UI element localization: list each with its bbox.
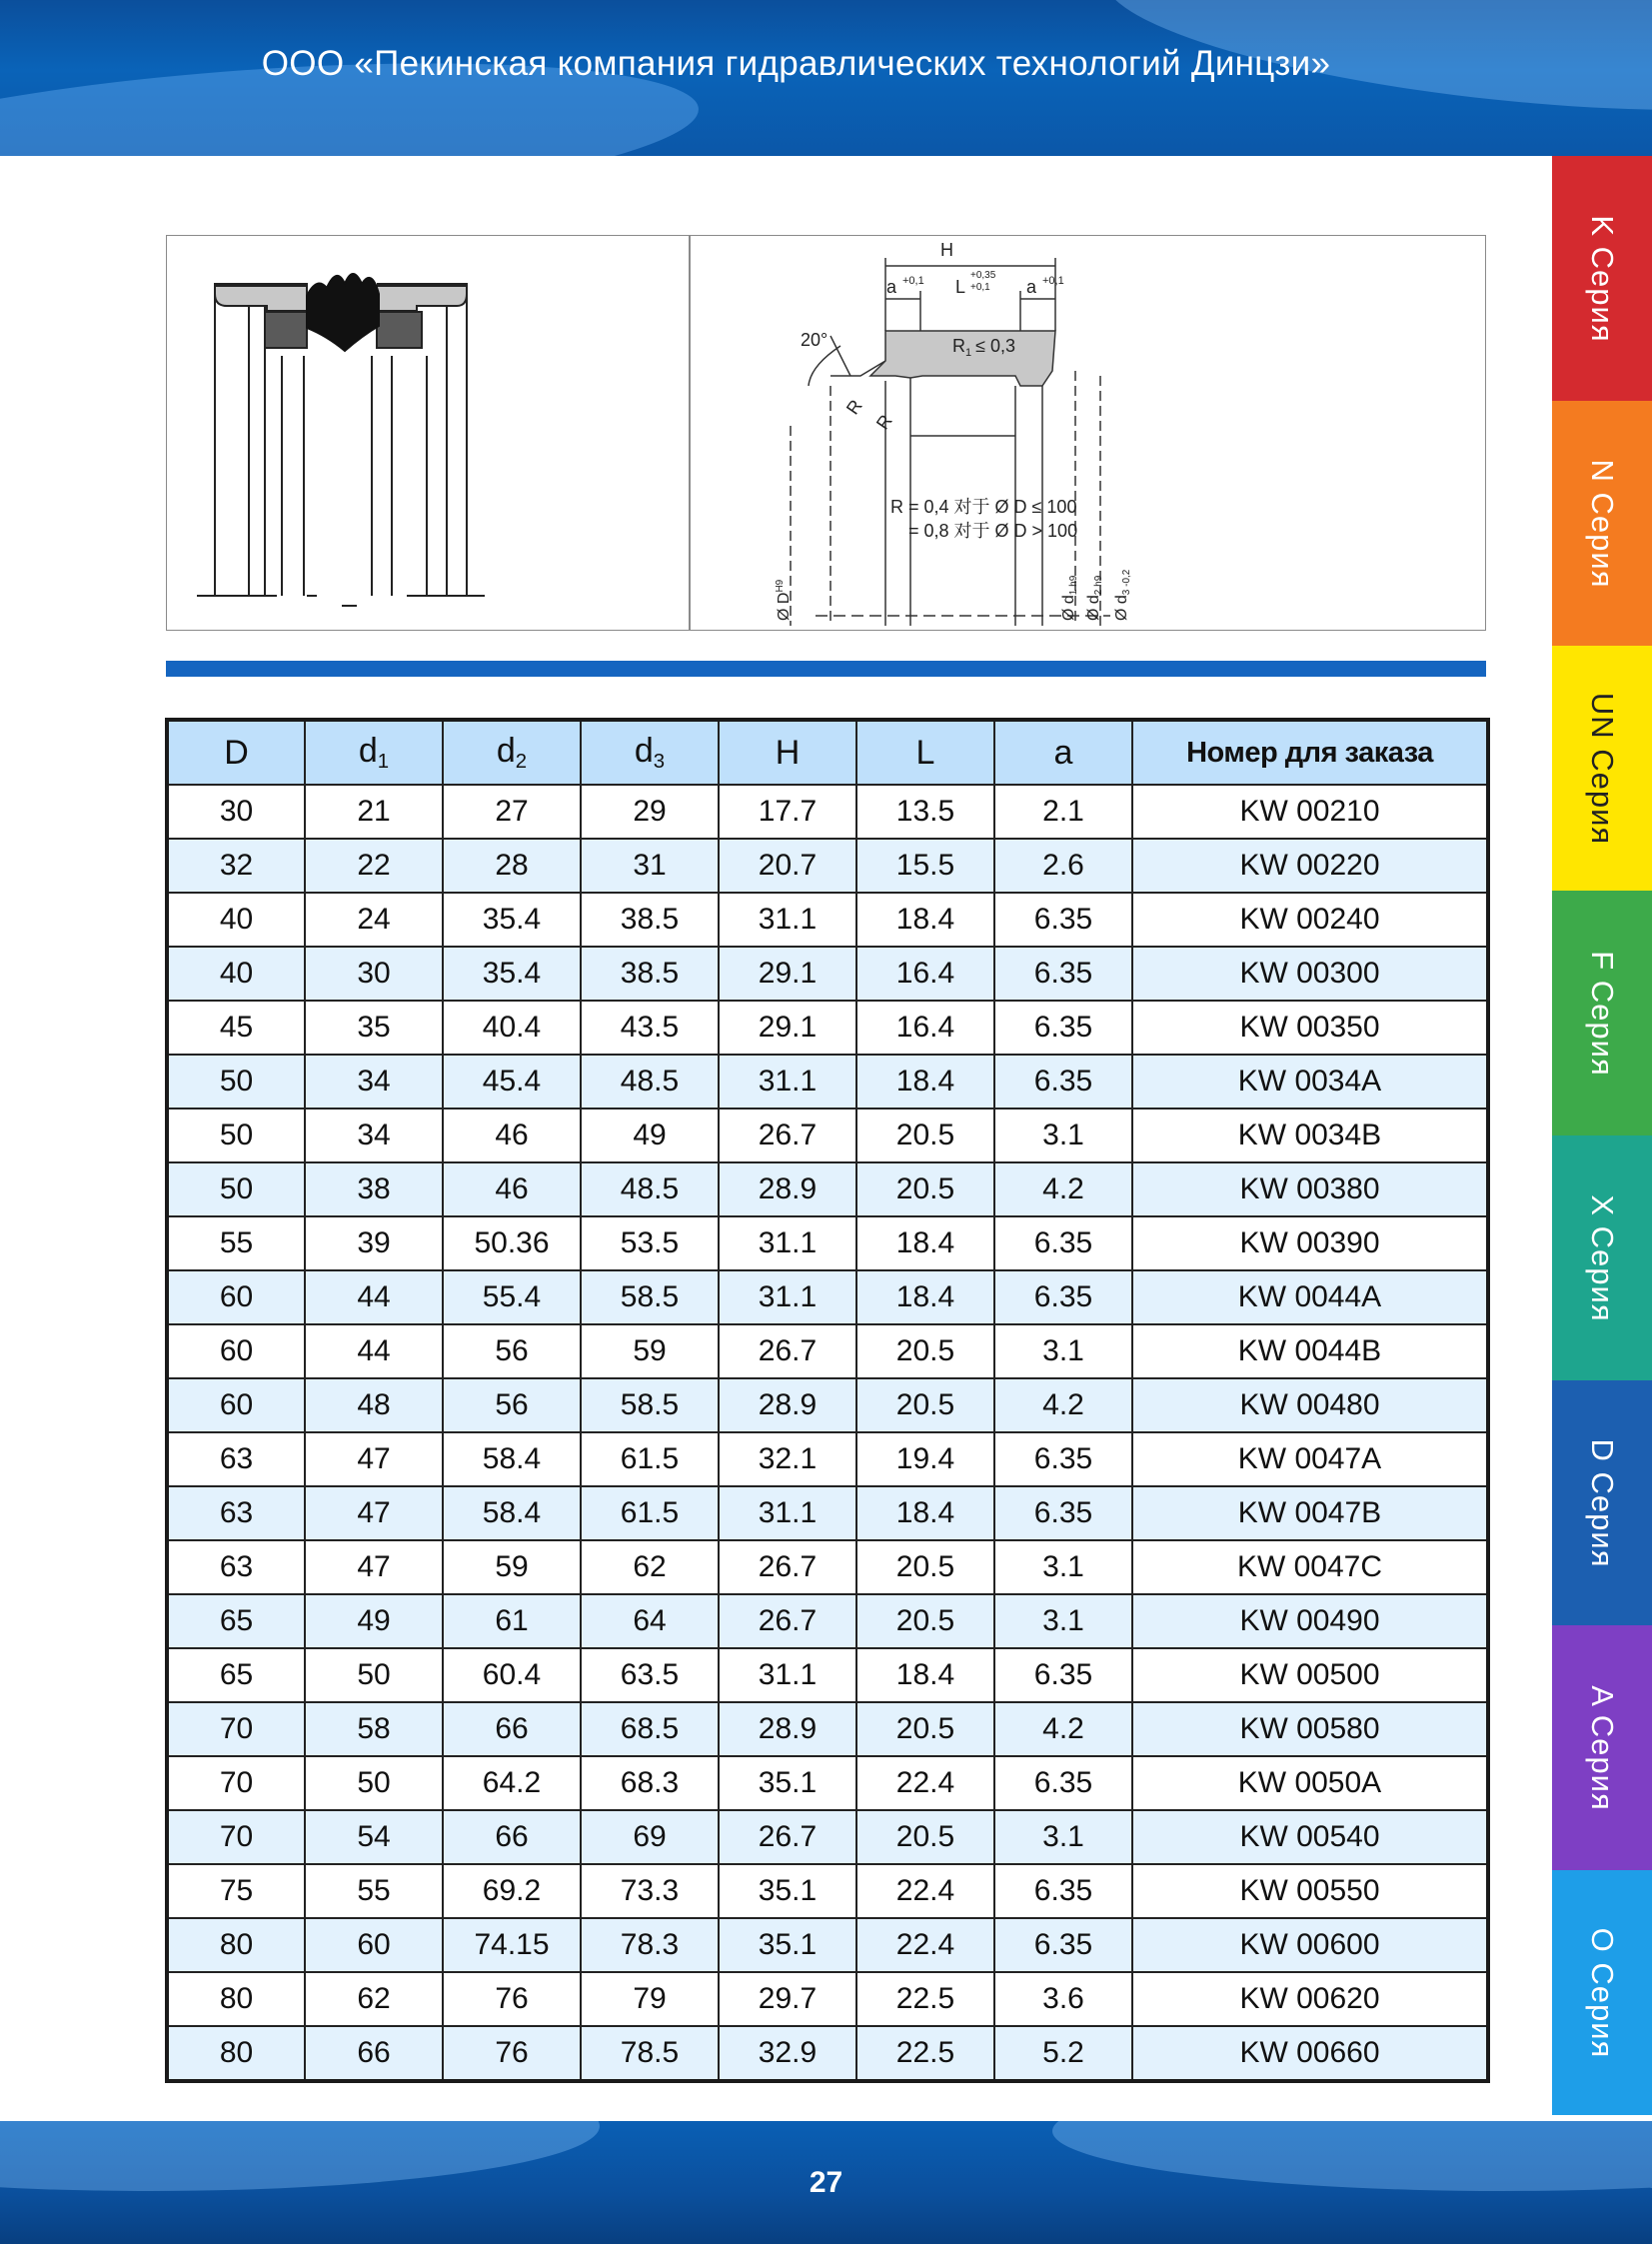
cell-d2: 35.4 (443, 947, 581, 1001)
cell-a: 2.1 (994, 785, 1132, 839)
cell-H: 26.7 (719, 1324, 856, 1378)
cell-d3: 61.5 (581, 1432, 719, 1486)
cell-d3: 68.3 (581, 1756, 719, 1810)
cell-d1: 66 (305, 2026, 443, 2081)
cell-H: 28.9 (719, 1378, 856, 1432)
cell-d1: 35 (305, 1001, 443, 1055)
cell-a: 6.35 (994, 947, 1132, 1001)
cell-D: 50 (167, 1055, 305, 1109)
header-a: a (994, 720, 1132, 785)
cell-d2: 60.4 (443, 1648, 581, 1702)
technical-drawing (166, 235, 1486, 631)
series-tab[interactable] (1552, 401, 1652, 646)
cell-d1: 60 (305, 1918, 443, 1972)
cell-d1: 47 (305, 1540, 443, 1594)
cell-D: 80 (167, 1918, 305, 1972)
cell-d1: 48 (305, 1378, 443, 1432)
header-order-number: Номер для заказа (1132, 720, 1488, 785)
cell-d3: 58.5 (581, 1378, 719, 1432)
cell-D: 40 (167, 893, 305, 947)
label-angle: 20° (801, 330, 828, 350)
cell-a: 3.1 (994, 1594, 1132, 1648)
cell-H: 32.1 (719, 1432, 856, 1486)
cell-H: 26.7 (719, 1540, 856, 1594)
cell-H: 28.9 (719, 1702, 856, 1756)
cell-d3: 48.5 (581, 1162, 719, 1216)
cell-a: 6.35 (994, 1216, 1132, 1270)
cell-order: KW 0047C (1132, 1540, 1488, 1594)
header-L: L (856, 720, 994, 785)
series-tab[interactable] (1552, 1870, 1652, 2115)
cell-d2: 76 (443, 2026, 581, 2081)
series-tab-label: A Серия (1585, 1684, 1620, 1811)
cell-d3: 79 (581, 1972, 719, 2026)
cell-d2: 59 (443, 1540, 581, 1594)
cell-d1: 38 (305, 1162, 443, 1216)
cell-d3: 49 (581, 1109, 719, 1162)
cell-D: 80 (167, 2026, 305, 2081)
cell-D: 60 (167, 1270, 305, 1324)
cell-d1: 50 (305, 1648, 443, 1702)
header-D: D (167, 720, 305, 785)
cell-d3: 62 (581, 1540, 719, 1594)
cell-d1: 47 (305, 1432, 443, 1486)
cell-L: 18.4 (856, 1648, 994, 1702)
cell-a: 6.35 (994, 1001, 1132, 1055)
series-tab-label: N Серия (1585, 459, 1620, 588)
cell-H: 31.1 (719, 1055, 856, 1109)
cell-order: KW 00480 (1132, 1378, 1488, 1432)
table-row (167, 1324, 1488, 1378)
cell-order: KW 00210 (1132, 785, 1488, 839)
cell-d1: 34 (305, 1109, 443, 1162)
header-H: H (719, 720, 856, 785)
cell-H: 26.7 (719, 1810, 856, 1864)
cell-D: 63 (167, 1432, 305, 1486)
cell-D: 70 (167, 1702, 305, 1756)
cell-d2: 27 (443, 785, 581, 839)
cell-d2: 46 (443, 1109, 581, 1162)
cell-L: 22.5 (856, 1972, 994, 2026)
cell-d2: 40.4 (443, 1001, 581, 1055)
cell-d3: 29 (581, 785, 719, 839)
table-row (167, 1216, 1488, 1270)
series-tab[interactable] (1552, 1135, 1652, 1380)
label-radius-1: R (841, 396, 866, 419)
cell-d3: 73.3 (581, 1864, 719, 1918)
cell-D: 32 (167, 839, 305, 893)
series-tab[interactable] (1552, 891, 1652, 1135)
cell-L: 18.4 (856, 1055, 994, 1109)
cell-a: 3.6 (994, 1972, 1132, 2026)
seal-cross-section (167, 236, 689, 630)
cell-L: 22.4 (856, 1918, 994, 1972)
cell-d1: 22 (305, 839, 443, 893)
cell-order: KW 00620 (1132, 1972, 1488, 2026)
cell-L: 18.4 (856, 1216, 994, 1270)
cell-order: KW 00300 (1132, 947, 1488, 1001)
company-title: ООО «Пекинская компания гидравлических технологий Динцзи» (261, 44, 1331, 83)
cell-order: KW 00580 (1132, 1702, 1488, 1756)
tol-L-lower: +0,1 (970, 282, 990, 293)
cell-d3: 53.5 (581, 1216, 719, 1270)
cell-L: 18.4 (856, 893, 994, 947)
cell-d2: 66 (443, 1702, 581, 1756)
label-dim-d2: Ø d2 h9 (1085, 575, 1104, 621)
cell-d3: 38.5 (581, 947, 719, 1001)
cell-H: 32.9 (719, 2026, 856, 2081)
cell-L: 19.4 (856, 1432, 994, 1486)
cell-H: 35.1 (719, 1756, 856, 1810)
cell-d2: 50.36 (443, 1216, 581, 1270)
table-row (167, 1162, 1488, 1216)
cell-d2: 76 (443, 1972, 581, 2026)
header-d2: $d_2$ (443, 720, 581, 785)
table-row (167, 1432, 1488, 1486)
cell-D: 75 (167, 1864, 305, 1918)
table-row (167, 1918, 1488, 1972)
cell-L: 13.5 (856, 785, 994, 839)
table-row (167, 1001, 1488, 1055)
cell-L: 22.4 (856, 1864, 994, 1918)
cell-order: KW 00600 (1132, 1918, 1488, 1972)
cell-order: KW 0044A (1132, 1270, 1488, 1324)
table-row (167, 1756, 1488, 1810)
table-row (167, 785, 1488, 839)
table-row (167, 1810, 1488, 1864)
cell-d3: 48.5 (581, 1055, 719, 1109)
cell-a: 6.35 (994, 1918, 1132, 1972)
cell-L: 18.4 (856, 1270, 994, 1324)
cell-d1: 24 (305, 893, 443, 947)
tol-a-left: +0,1 (902, 275, 924, 287)
cell-H: 28.9 (719, 1162, 856, 1216)
cell-d1: 30 (305, 947, 443, 1001)
cell-D: 60 (167, 1378, 305, 1432)
header-d3: $d_3$ (581, 720, 719, 785)
cell-D: 30 (167, 785, 305, 839)
table-header-row (167, 720, 1488, 785)
cell-a: 6.35 (994, 1270, 1132, 1324)
cell-order: KW 00550 (1132, 1864, 1488, 1918)
label-a-left: a (886, 277, 897, 297)
table-row (167, 1055, 1488, 1109)
cell-H: 31.1 (719, 893, 856, 947)
cell-order: KW 00540 (1132, 1810, 1488, 1864)
table-row (167, 1702, 1488, 1756)
tol-a-right: +0,1 (1042, 275, 1064, 287)
cell-H: 20.7 (719, 839, 856, 893)
specification-table (165, 718, 1490, 2083)
cell-a: 3.1 (994, 1324, 1132, 1378)
cell-order: KW 00390 (1132, 1216, 1488, 1270)
cell-order: KW 0047B (1132, 1486, 1488, 1540)
label-r1: $R_1 \le 0,3$ (952, 336, 1016, 359)
cell-a: 2.6 (994, 839, 1132, 893)
label-L: L (955, 277, 966, 297)
cell-d2: 35.4 (443, 893, 581, 947)
label-a-right: a (1026, 277, 1037, 297)
cell-d1: 44 (305, 1324, 443, 1378)
cell-a: 6.35 (994, 1864, 1132, 1918)
cell-D: 65 (167, 1594, 305, 1648)
cell-D: 63 (167, 1486, 305, 1540)
cell-a: 6.35 (994, 1055, 1132, 1109)
cell-d2: 46 (443, 1162, 581, 1216)
cell-L: 20.5 (856, 1324, 994, 1378)
cell-L: 20.5 (856, 1162, 994, 1216)
cell-d3: 78.5 (581, 2026, 719, 2081)
cell-H: 29.1 (719, 947, 856, 1001)
series-tab[interactable] (1552, 156, 1652, 401)
cell-d1: 50 (305, 1756, 443, 1810)
cell-a: 4.2 (994, 1702, 1132, 1756)
cell-d3: 31 (581, 839, 719, 893)
cell-H: 35.1 (719, 1918, 856, 1972)
cell-d3: 59 (581, 1324, 719, 1378)
cell-d1: 44 (305, 1270, 443, 1324)
cell-d3: 38.5 (581, 893, 719, 947)
cell-H: 31.1 (719, 1486, 856, 1540)
cell-d1: 62 (305, 1972, 443, 2026)
cell-d1: 34 (305, 1055, 443, 1109)
cell-H: 31.1 (719, 1216, 856, 1270)
cell-L: 20.5 (856, 1540, 994, 1594)
label-radius-2: R (871, 411, 896, 434)
table-row (167, 893, 1488, 947)
cell-H: 35.1 (719, 1864, 856, 1918)
cell-d2: 69.2 (443, 1864, 581, 1918)
cell-d2: 56 (443, 1378, 581, 1432)
cell-d3: 64 (581, 1594, 719, 1648)
cell-L: 16.4 (856, 947, 994, 1001)
cell-D: 50 (167, 1109, 305, 1162)
cell-d3: 78.3 (581, 1918, 719, 1972)
cell-order: KW 00490 (1132, 1594, 1488, 1648)
cell-order: KW 00500 (1132, 1648, 1488, 1702)
cell-order: KW 0034A (1132, 1055, 1488, 1109)
cell-L: 20.5 (856, 1378, 994, 1432)
cell-L: 16.4 (856, 1001, 994, 1055)
table-row (167, 1972, 1488, 2026)
header-d1: $d_1$ (305, 720, 443, 785)
cell-D: 55 (167, 1216, 305, 1270)
series-tab[interactable] (1552, 646, 1652, 891)
cell-order: KW 0044B (1132, 1324, 1488, 1378)
page-footer (0, 2121, 1652, 2244)
table-row (167, 1540, 1488, 1594)
note-line-1: R = 0,4 对于 Ø D ≤ 100 (890, 497, 1077, 517)
cell-D: 50 (167, 1162, 305, 1216)
cell-L: 20.5 (856, 1810, 994, 1864)
table-row (167, 947, 1488, 1001)
cell-d1: 21 (305, 785, 443, 839)
cell-d2: 66 (443, 1810, 581, 1864)
series-tab-label: X Серия (1585, 1193, 1620, 1322)
cell-order: KW 00660 (1132, 2026, 1488, 2081)
label-dim-D: Ø $D^{H9}$ (775, 579, 793, 621)
groove-dimension-drawing (691, 236, 1486, 630)
cell-d2: 58.4 (443, 1486, 581, 1540)
table-row (167, 1648, 1488, 1702)
cell-D: 70 (167, 1810, 305, 1864)
cell-H: 26.7 (719, 1109, 856, 1162)
cell-D: 60 (167, 1324, 305, 1378)
cell-L: 20.5 (856, 1109, 994, 1162)
cell-d1: 58 (305, 1702, 443, 1756)
page-header (0, 0, 1652, 156)
cell-a: 6.35 (994, 1486, 1132, 1540)
cell-a: 6.35 (994, 1648, 1132, 1702)
cell-order: KW 0050A (1132, 1756, 1488, 1810)
table-row (167, 839, 1488, 893)
cell-d3: 69 (581, 1810, 719, 1864)
cell-H: 31.1 (719, 1270, 856, 1324)
series-tab-label: K Серия (1585, 214, 1620, 343)
cell-d2: 56 (443, 1324, 581, 1378)
table-row (167, 1378, 1488, 1432)
table-row (167, 1109, 1488, 1162)
cell-a: 6.35 (994, 1756, 1132, 1810)
table-row (167, 1864, 1488, 1918)
table-row (167, 2026, 1488, 2081)
cell-a: 6.35 (994, 1432, 1132, 1486)
cell-d1: 49 (305, 1594, 443, 1648)
cell-a: 4.2 (994, 1378, 1132, 1432)
cell-d1: 47 (305, 1486, 443, 1540)
cell-L: 15.5 (856, 839, 994, 893)
cell-a: 3.1 (994, 1109, 1132, 1162)
cell-H: 31.1 (719, 1648, 856, 1702)
cell-d3: 61.5 (581, 1486, 719, 1540)
cell-L: 20.5 (856, 1702, 994, 1756)
cell-D: 63 (167, 1540, 305, 1594)
table-row (167, 1270, 1488, 1324)
cell-H: 29.7 (719, 1972, 856, 2026)
cell-d3: 68.5 (581, 1702, 719, 1756)
cell-a: 6.35 (994, 893, 1132, 947)
cell-a: 3.1 (994, 1810, 1132, 1864)
series-tab-label: D Серия (1585, 1438, 1620, 1567)
cell-d2: 55.4 (443, 1270, 581, 1324)
cell-d2: 74.15 (443, 1918, 581, 1972)
cell-d1: 55 (305, 1864, 443, 1918)
cell-a: 5.2 (994, 2026, 1132, 2081)
cell-D: 40 (167, 947, 305, 1001)
series-tab-label: O Серия (1585, 1927, 1620, 2058)
cell-d3: 43.5 (581, 1001, 719, 1055)
cell-d2: 28 (443, 839, 581, 893)
cell-d1: 39 (305, 1216, 443, 1270)
section-divider-bar (166, 661, 1486, 677)
series-tab-label: F Серия (1585, 950, 1620, 1077)
cell-d2: 64.2 (443, 1756, 581, 1810)
cell-H: 26.7 (719, 1594, 856, 1648)
cell-order: KW 00240 (1132, 893, 1488, 947)
cell-order: KW 0034B (1132, 1109, 1488, 1162)
series-tab-label: UN Серия (1585, 692, 1620, 845)
tol-L-upper: +0,35 (970, 270, 996, 281)
cell-d2: 58.4 (443, 1432, 581, 1486)
cell-d3: 58.5 (581, 1270, 719, 1324)
cell-L: 20.5 (856, 1594, 994, 1648)
series-tab[interactable] (1552, 1380, 1652, 1625)
table-row (167, 1486, 1488, 1540)
cell-D: 80 (167, 1972, 305, 2026)
cell-d2: 61 (443, 1594, 581, 1648)
cell-D: 65 (167, 1648, 305, 1702)
cell-L: 22.5 (856, 2026, 994, 2081)
cell-order: KW 00350 (1132, 1001, 1488, 1055)
cell-a: 3.1 (994, 1540, 1132, 1594)
cell-order: KW 0047A (1132, 1432, 1488, 1486)
cell-H: 29.1 (719, 1001, 856, 1055)
cell-D: 45 (167, 1001, 305, 1055)
label-H: H (940, 240, 953, 260)
series-tabs (1552, 156, 1652, 2115)
page-number: 27 (809, 2166, 843, 2199)
note-line-2: = 0,8 对于 Ø D > 100 (908, 521, 1078, 541)
cell-a: 4.2 (994, 1162, 1132, 1216)
label-dim-d3: Ø d3 -0,2 (1113, 569, 1132, 621)
label-dim-d1: Ø d1 h9 (1060, 575, 1079, 621)
cell-D: 70 (167, 1756, 305, 1810)
cell-L: 22.4 (856, 1756, 994, 1810)
cell-order: KW 00380 (1132, 1162, 1488, 1216)
cell-d2: 45.4 (443, 1055, 581, 1109)
table-row (167, 1594, 1488, 1648)
series-tab[interactable] (1552, 1625, 1652, 1870)
cell-H: 17.7 (719, 785, 856, 839)
cell-L: 18.4 (856, 1486, 994, 1540)
cell-order: KW 00220 (1132, 839, 1488, 893)
cell-d1: 54 (305, 1810, 443, 1864)
cell-d3: 63.5 (581, 1648, 719, 1702)
